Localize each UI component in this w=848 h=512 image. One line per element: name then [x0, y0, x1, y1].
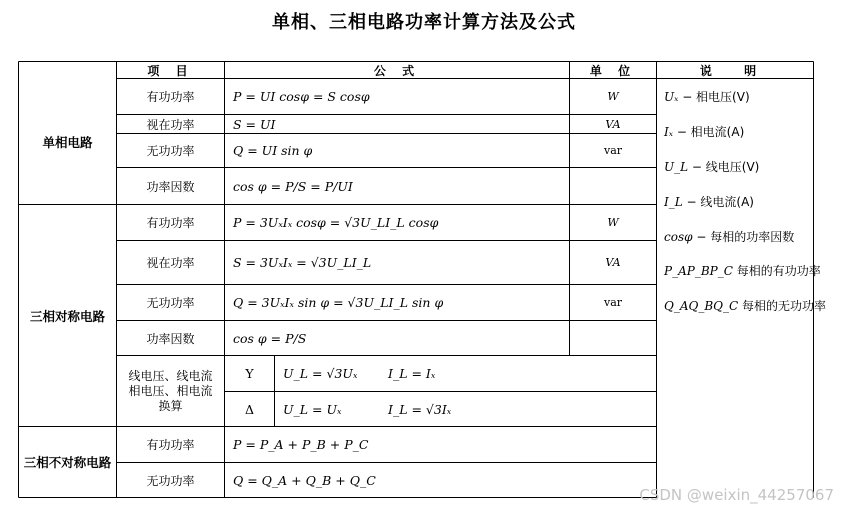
group-single-phase: 单相电路	[42, 134, 93, 150]
header-item: 项 目	[147, 63, 194, 78]
note-active-power-per-phase: P_AP_BP_C 每相的有功功率	[664, 264, 821, 278]
formula-three-reactive: Q = 3UₓIₓ sin φ = √3U_LI_L sin φ	[233, 295, 444, 310]
watermark: CSDN @weixin_44257067	[639, 486, 834, 504]
item-line-phase-conversion	[117, 356, 224, 426]
note-phase-current: Iₓ − 相电流(A)	[664, 125, 745, 139]
item-three-reactive: 无功功率	[146, 296, 195, 310]
delta-voltage-formula: U_L = Uₓ	[283, 401, 342, 417]
note-line-current: I_L − 线电流(A)	[664, 195, 754, 209]
formula-single-reactive: Q = UI sin φ	[233, 143, 313, 158]
item-asym-reactive: 无功功率	[146, 473, 195, 488]
formula-asym-reactive: Q = Q_A + Q_B + Q_C	[233, 472, 376, 488]
unit-three-reactive: var	[603, 296, 623, 309]
item-single-power-factor: 功率因数	[146, 179, 195, 194]
group-three-phase-asymmetric: 三相不对称电路	[23, 455, 112, 470]
header-note: 说 明	[699, 63, 771, 78]
note-power-factor: cosφ − 每相的功率因数	[664, 230, 795, 244]
unit-single-reactive: var	[603, 144, 623, 157]
formula-three-power-factor: cos φ = P/S	[233, 330, 307, 346]
item-single-apparent: 视在功率	[146, 117, 195, 132]
formula-three-apparent: S = 3UₓIₓ = √3U_LI_L	[233, 255, 372, 270]
header-formula: 公 式	[373, 63, 421, 78]
item-three-power-factor: 功率因数	[146, 331, 195, 346]
note-reactive-power-per-phase: Q_AQ_BQ_C 每相的无功功率	[664, 299, 827, 313]
note-line-voltage: U_L − 线电压(V)	[664, 160, 760, 174]
item-three-apparent: 视在功率	[146, 256, 195, 270]
formula-single-apparent: S = UI	[233, 116, 276, 132]
unit-single-active: W	[607, 90, 619, 103]
wye-label: Y	[245, 366, 254, 381]
conversion-line-2: 相电压、相电流	[128, 383, 213, 398]
formula-single-power-factor: cos φ = P/S = P/UI	[233, 178, 353, 194]
conversion-line-1: 线电压、线电流	[128, 368, 213, 383]
group-three-phase-symmetric: 三相对称电路	[29, 308, 105, 324]
item-three-active: 有功功率	[146, 216, 195, 230]
formula-three-active: P = 3UₓIₓ cosφ = √3U_LI_L cosφ	[233, 215, 439, 230]
item-single-active: 有功功率	[146, 90, 195, 104]
delta-current-formula: I_L = √3Iₓ	[388, 401, 452, 417]
wye-voltage-formula: U_L = √3Uₓ	[283, 366, 358, 381]
header-unit: 单 位	[589, 63, 637, 78]
unit-three-active: W	[607, 216, 619, 229]
delta-label: Δ	[244, 401, 255, 417]
unit-three-apparent: VA	[605, 256, 621, 269]
item-asym-active: 有功功率	[146, 438, 195, 452]
note-phase-voltage: Uₓ − 相电压(V)	[664, 90, 750, 104]
conversion-line-3: 换算	[158, 398, 183, 413]
unit-single-apparent: VA	[605, 117, 621, 131]
item-single-reactive: 无功功率	[146, 144, 195, 158]
page-title: 单相、三相电路功率计算方法及公式	[272, 12, 576, 33]
formula-asym-active: P = P_A + P_B + P_C	[233, 437, 369, 452]
wye-current-formula: I_L = Iₓ	[388, 366, 436, 381]
formula-single-active: P = UI cosφ = S cosφ	[233, 89, 370, 104]
